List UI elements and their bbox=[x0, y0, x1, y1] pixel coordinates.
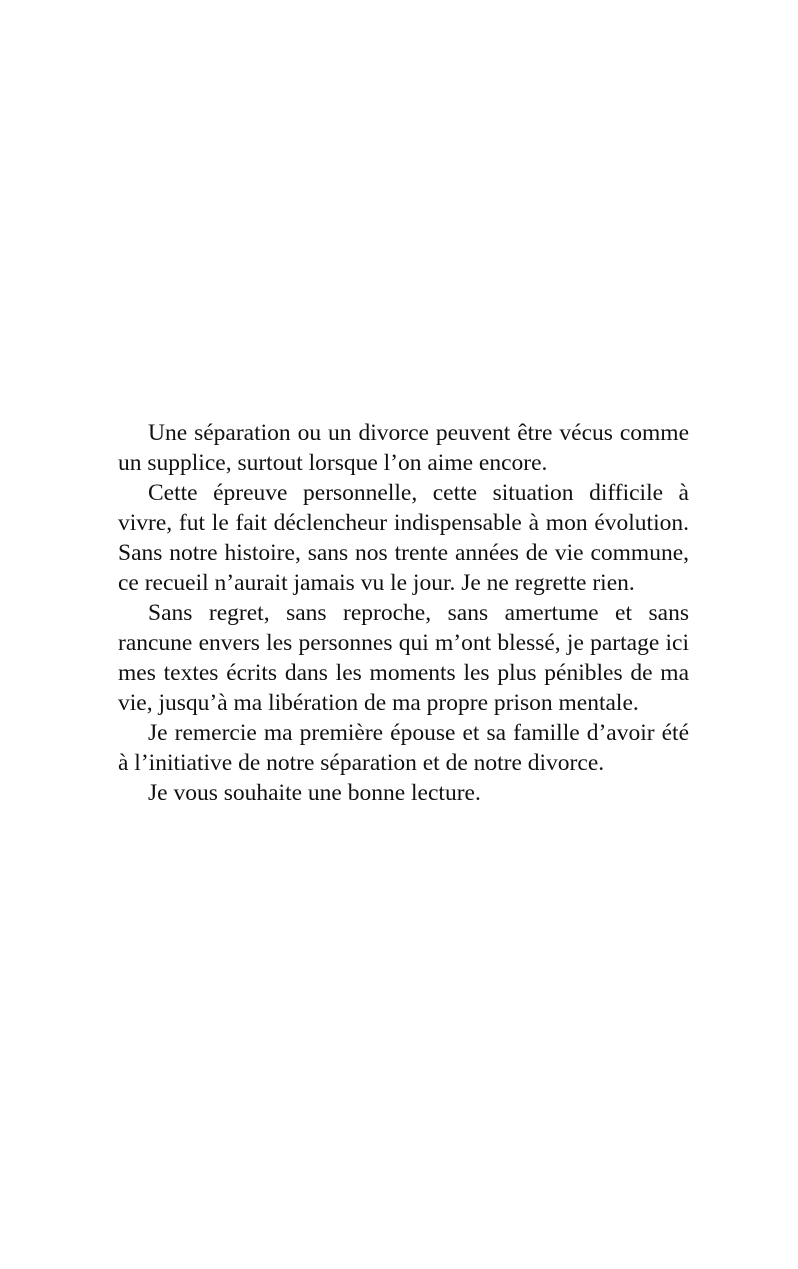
paragraph-2: Cette épreuve personnelle, cette situation difficile à vivre, fut le fait déclencheur indispensable à mon évolution. Sans notre histoire, sans nos trente années de vie commune, ce recueil n’aurait jamais vu le jour. Je ne regrette rien. bbox=[118, 480, 689, 596]
dedication-text bbox=[118, 418, 689, 808]
paragraph-1: Une séparation ou un divorce peuvent être vécus comme un supplice, surtout lorsque l’on aime encore. bbox=[118, 420, 689, 476]
paragraph-4: Je remercie ma première épouse et sa famille d’avoir été à l’initiative de notre séparation et de notre divorce. bbox=[118, 720, 689, 776]
paragraph-5: Je vous souhaite une bonne lecture. bbox=[148, 780, 481, 806]
paragraph-3: Sans regret, sans reproche, sans amertume et sans rancune envers les personnes qui m’ont blessé, je partage ici mes textes écrits dans les moments les plus pénibles de ma vie, jusqu’à ma libération de ma propre prison mentale. bbox=[118, 600, 689, 716]
